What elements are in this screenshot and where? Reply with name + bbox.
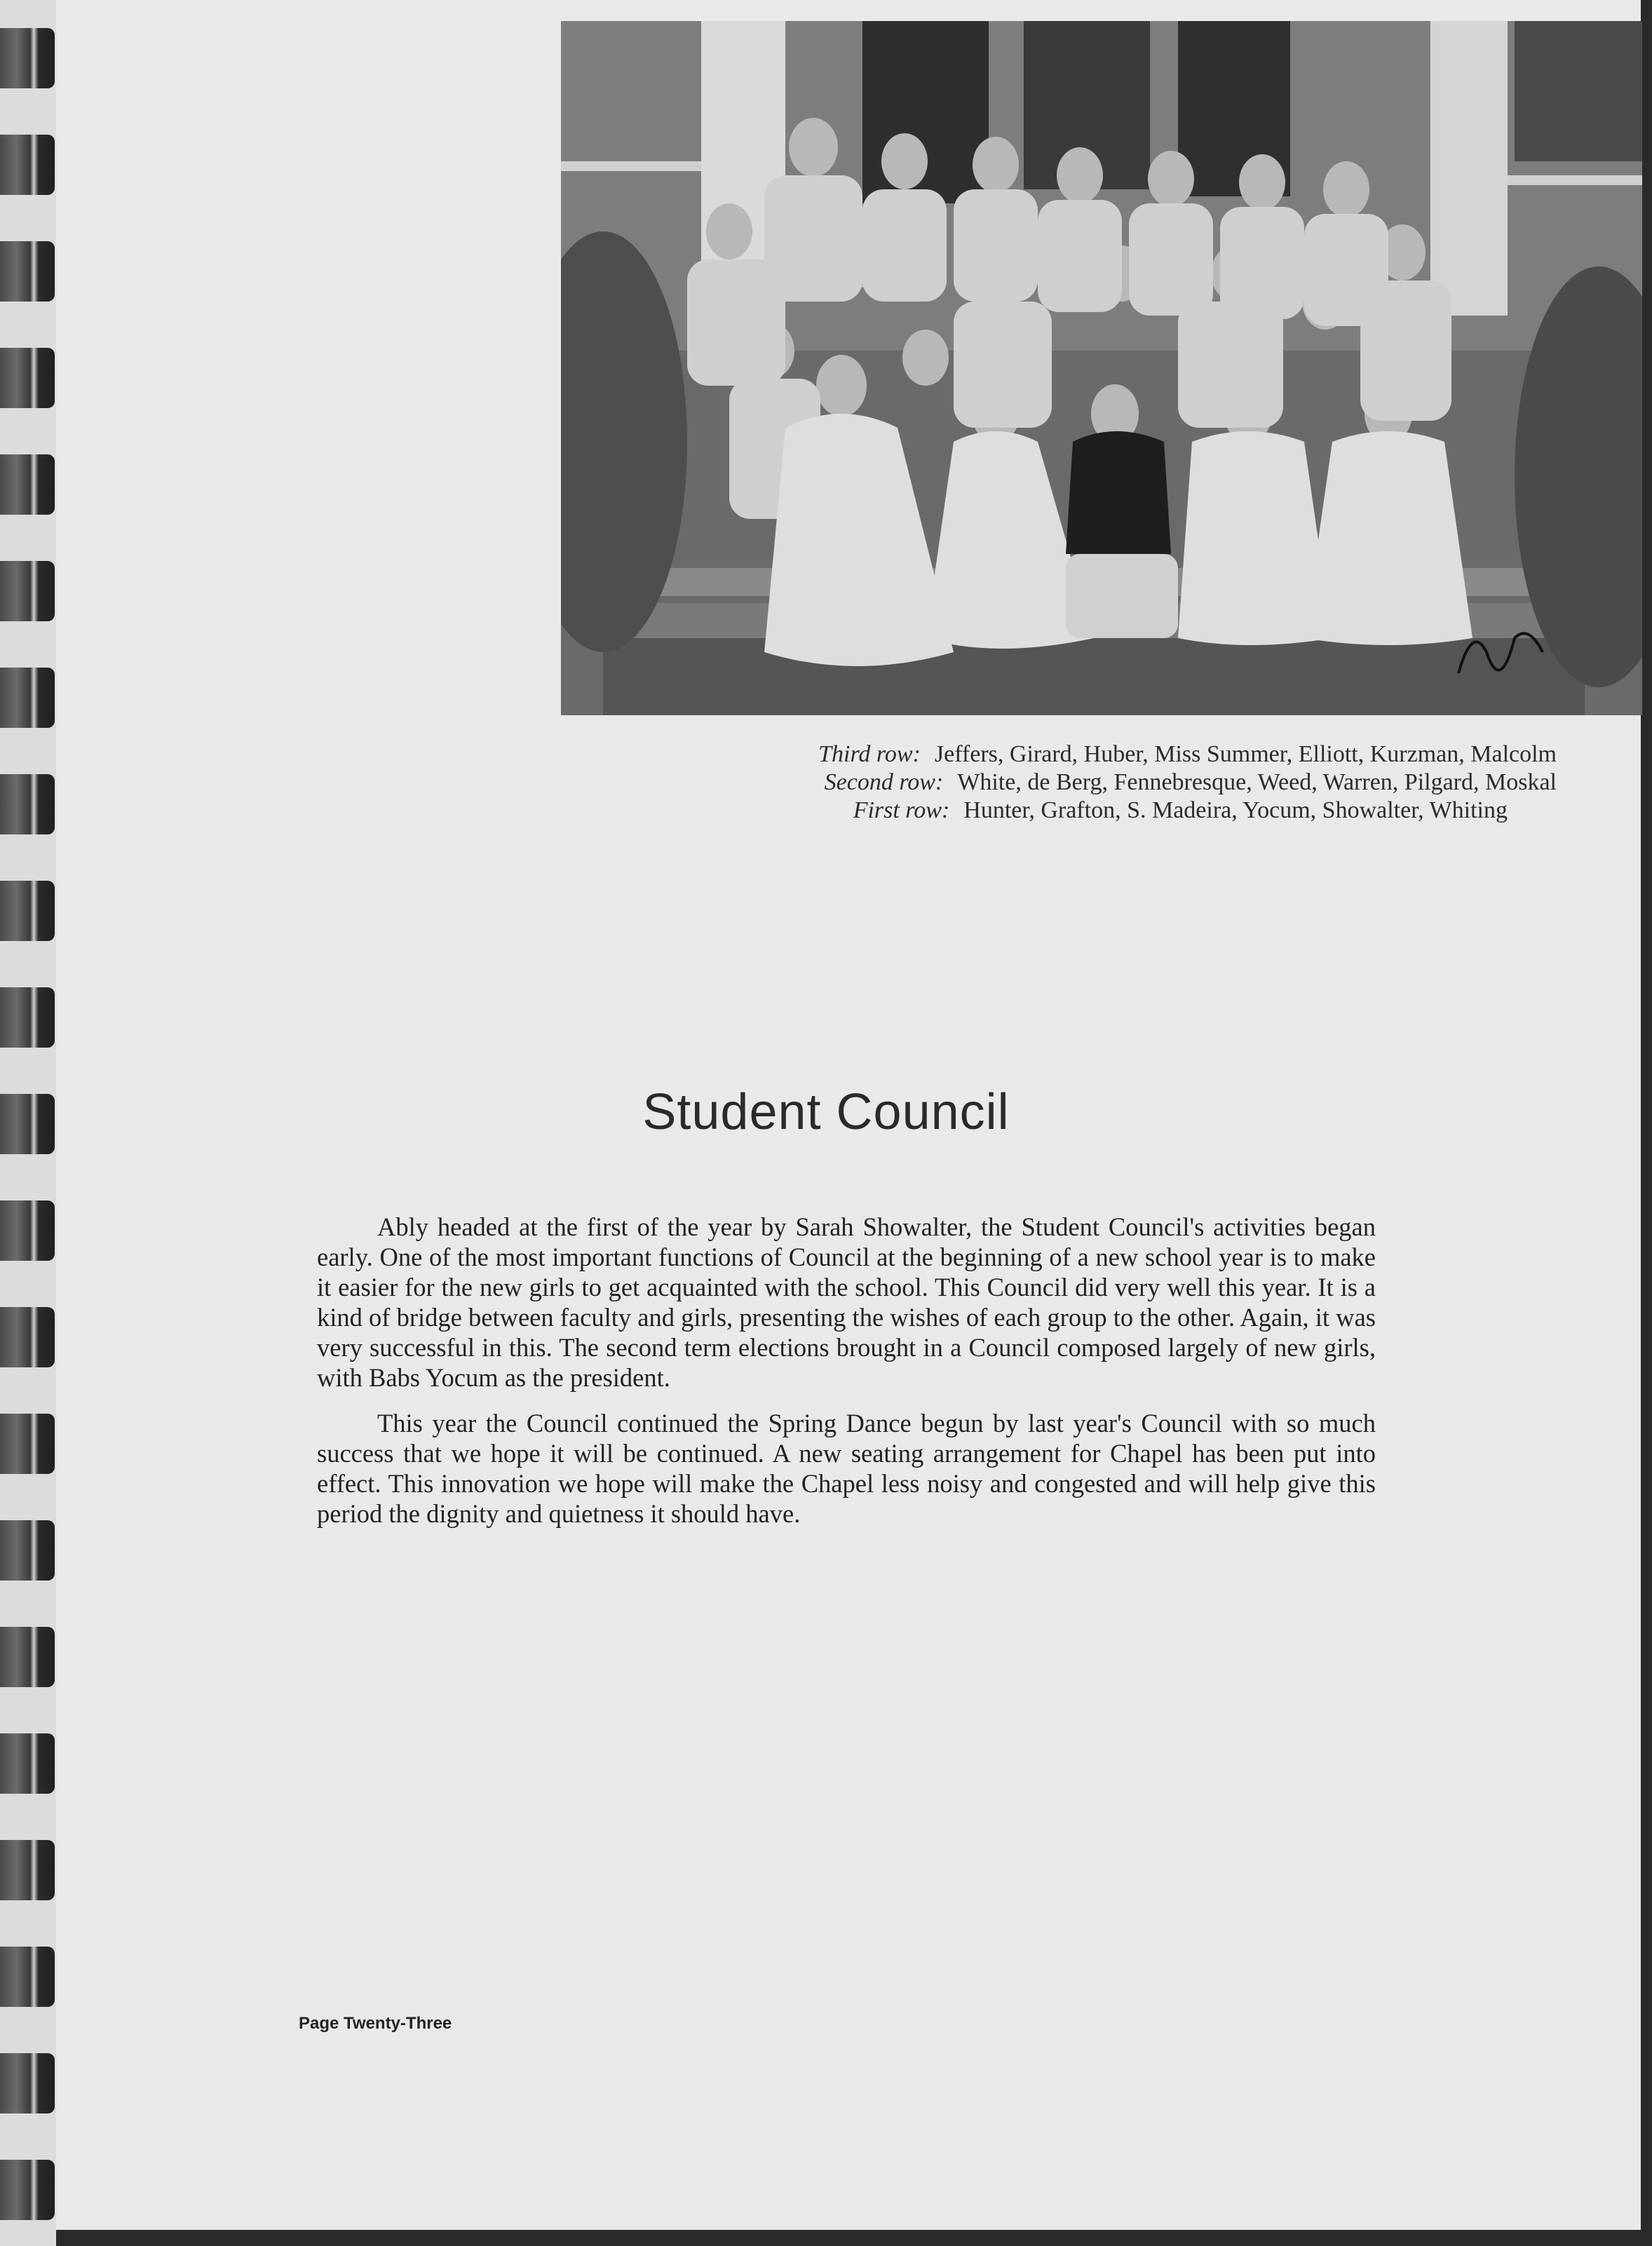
binding-ring (0, 135, 55, 195)
binding-ring (0, 28, 55, 88)
caption-row-names: White, de Berg, Fennebresque, Weed, Warren, Pilgard, Moskal (957, 769, 1557, 795)
caption-row-label: Second row: (824, 769, 944, 795)
binding-ring (0, 668, 55, 728)
binding-ring (0, 561, 55, 621)
binding-ring (0, 241, 55, 302)
binding-ring (0, 2053, 55, 2113)
caption-second-row (631, 769, 1557, 797)
binding-ring (0, 1947, 55, 2007)
page-number: Page Twenty-Three (299, 2014, 452, 2033)
binding-ring (0, 1520, 55, 1581)
binding-ring (0, 1840, 55, 1900)
binding-ring (0, 454, 55, 515)
paragraph: Ably headed at the first of the year by Sarah Showalter, the Student Council's activities began early. One of the most important functions of Council at the beginning of a new school year is to make it easier for the new girls to get acquainted with the school. This Council did very well this year. It is a kind of bridge between faculty and girls, presenting the wishes of each group to the other. Again, it was very successful in this. The second term elections brought in a Council composed largely of new girls, with Babs Yocum as the president. (317, 1212, 1376, 1392)
student-council-group-photo (561, 21, 1642, 715)
binding-ring (0, 1733, 55, 1794)
binding-ring (0, 1200, 55, 1261)
binding-ring (0, 1414, 55, 1474)
binding-ring (0, 2160, 55, 2220)
caption-third-row (631, 740, 1557, 769)
binding-ring (0, 881, 55, 941)
group-photo-icon (561, 21, 1642, 715)
photo-caption (631, 740, 1557, 825)
binding-ring (0, 987, 55, 1048)
binding-ring (0, 1307, 55, 1367)
article-body (317, 1212, 1376, 1544)
caption-row-label: Third row: (818, 741, 921, 767)
paragraph: This year the Council continued the Spring Dance begun by last year's Council with so much success that we hope it will be continued. A new seating arrangement for Chapel has been put into effect. This innovation we hope will make the Chapel less noisy and congested and will help give this period the dignity and quietness it should have. (317, 1409, 1376, 1528)
caption-first-row (631, 797, 1557, 825)
page-title: Student Council (642, 1084, 1010, 1140)
caption-row-names: Hunter, Grafton, S. Madeira, Yocum, Showalter, Whiting (963, 797, 1508, 823)
binding-ring (0, 1627, 55, 1687)
binding-ring (0, 348, 55, 408)
caption-row-names: Jeffers, Girard, Huber, Miss Summer, Elliott, Kurzman, Malcolm (934, 741, 1557, 767)
binding-ring (0, 774, 55, 834)
caption-row-label: First row: (853, 797, 950, 823)
